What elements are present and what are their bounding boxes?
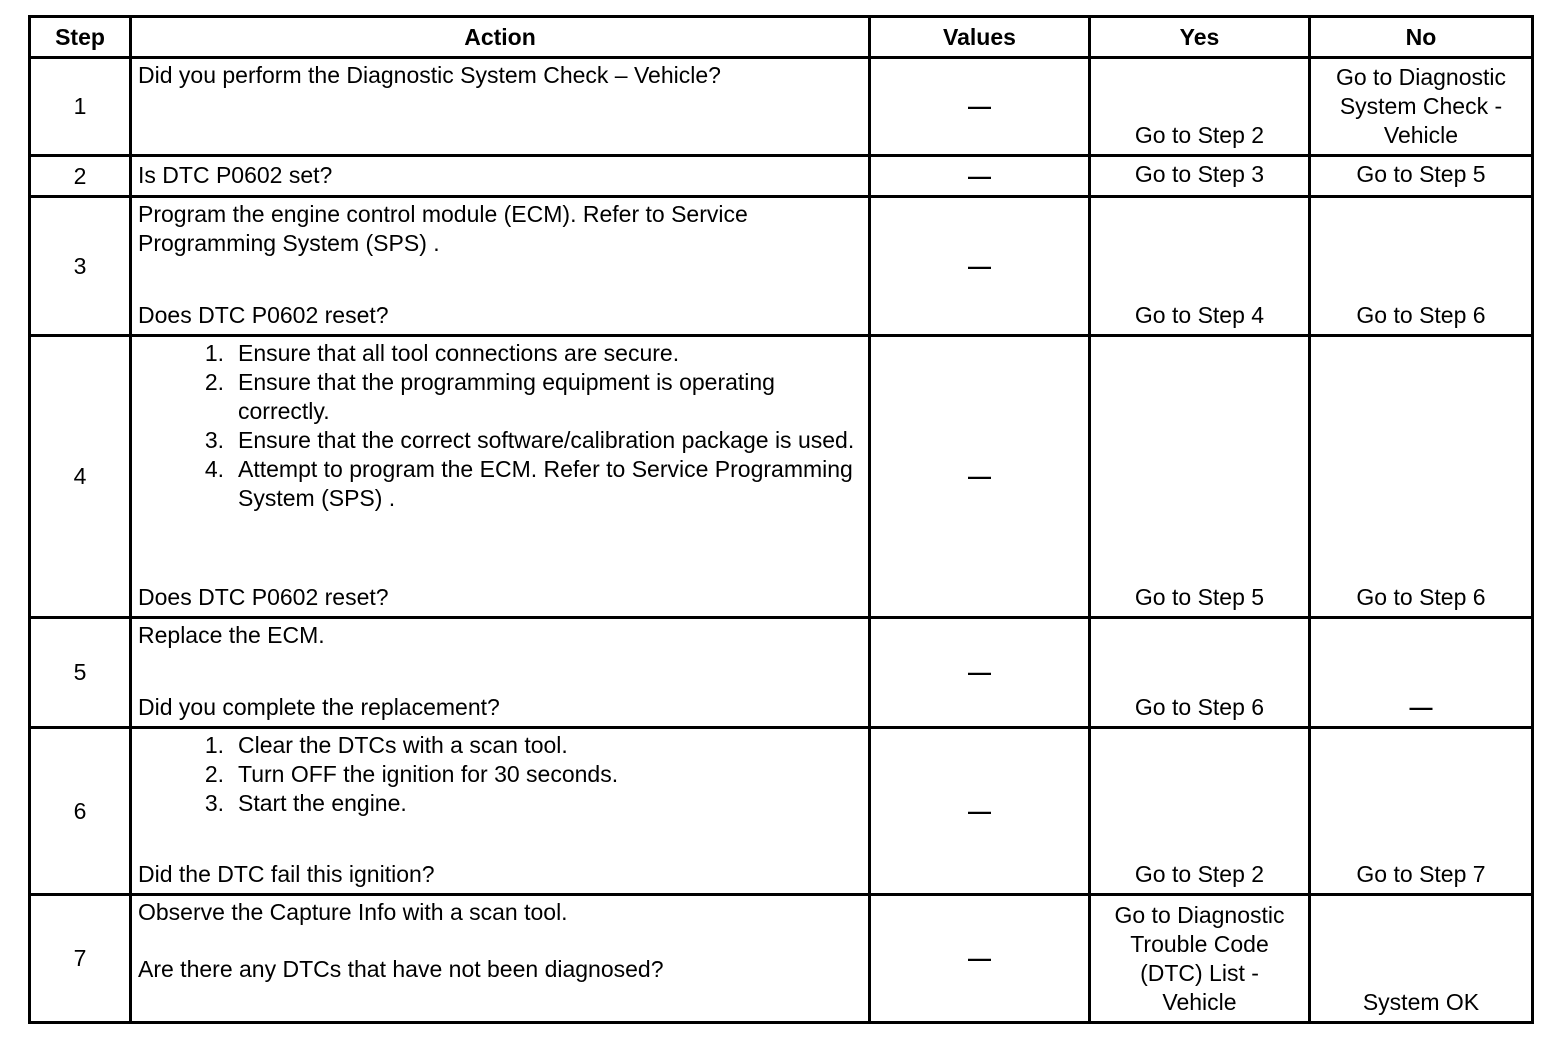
list-number: 2.: [204, 761, 224, 787]
header-yes: Yes: [1090, 17, 1310, 58]
action-cell: [131, 58, 870, 156]
list-number: 3.: [204, 790, 224, 816]
table-row: [30, 58, 1533, 156]
action-text: Did you perform the Diagnostic System Check – Vehicle?: [138, 62, 721, 88]
action-text: Is DTC P0602 set?: [138, 161, 333, 188]
yes-cell: Go to Step 6: [1090, 618, 1310, 728]
action-cell: [131, 336, 870, 618]
value-cell: —: [870, 336, 1090, 618]
list-text: Start the engine.: [238, 790, 407, 816]
value-cell: —: [870, 895, 1090, 1023]
table-row: [30, 618, 1533, 728]
list-text: Ensure that all tool connections are secure.: [238, 340, 680, 366]
no-cell: —: [1310, 618, 1533, 728]
header-step: Step: [30, 17, 131, 58]
no-cell: Go to Step 6: [1310, 197, 1533, 336]
header-no: No: [1310, 17, 1533, 58]
no-cell: Go to Step 7: [1310, 728, 1533, 895]
step-number: 3: [30, 197, 131, 336]
list-number: 2.: [204, 369, 224, 395]
value-cell: —: [870, 618, 1090, 728]
list-number: 3.: [204, 427, 224, 453]
list-text: Attempt to program the ECM. Refer to Service Programming System (SPS) .: [238, 456, 853, 511]
step-number: 4: [30, 336, 131, 618]
action-text: Replace the ECM.: [138, 622, 325, 648]
table-row: [30, 895, 1533, 1023]
table-row: [30, 197, 1533, 336]
list-number: 1.: [204, 732, 224, 758]
step-number: 5: [30, 618, 131, 728]
header-values: Values: [870, 17, 1090, 58]
step-number: 1: [30, 58, 131, 156]
action-question: Did you complete the replacement?: [138, 694, 500, 720]
action-question: Are there any DTCs that have not been diagnosed?: [138, 956, 664, 982]
no-cell: Go to Diagnostic System Check - Vehicle: [1310, 58, 1533, 156]
list-item: [188, 760, 862, 789]
diagnostic-table: [28, 15, 1534, 1024]
action-question: Did the DTC fail this ignition?: [138, 861, 435, 887]
value-cell: —: [870, 728, 1090, 895]
action-question: Does DTC P0602 reset?: [138, 584, 389, 610]
action-step-list: [138, 731, 862, 818]
action-cell: [131, 618, 870, 728]
value-cell: —: [870, 197, 1090, 336]
step-number: 6: [30, 728, 131, 895]
list-item: [188, 731, 862, 760]
action-question: Does DTC P0602 reset?: [138, 302, 389, 328]
list-item: [188, 455, 862, 513]
action-step-list: [138, 339, 862, 513]
list-item: [188, 339, 862, 368]
action-cell: [131, 197, 870, 336]
list-item: [188, 426, 862, 455]
list-number: 1.: [204, 340, 224, 366]
step-number: 7: [30, 895, 131, 1023]
list-item: [188, 789, 862, 818]
action-cell: [131, 728, 870, 895]
header-action: Action: [131, 17, 870, 58]
action-cell: [131, 156, 870, 197]
table-row: [30, 728, 1533, 895]
list-item: [188, 368, 862, 426]
action-text: Observe the Capture Info with a scan tool.: [138, 899, 568, 925]
value-cell: —: [870, 156, 1090, 197]
yes-cell: Go to Step 5: [1090, 336, 1310, 618]
header-row: [30, 17, 1533, 58]
yes-cell: Go to Step 2: [1090, 58, 1310, 156]
yes-cell: Go to Step 4: [1090, 197, 1310, 336]
no-cell: Go to Step 6: [1310, 336, 1533, 618]
table-row: [30, 156, 1533, 197]
list-text: Ensure that the programming equipment is operating correctly.: [238, 369, 775, 424]
list-number: 4.: [204, 456, 224, 482]
yes-cell: Go to Step 3: [1090, 156, 1310, 197]
action-cell: [131, 895, 870, 1023]
list-text: Turn OFF the ignition for 30 seconds.: [238, 761, 619, 787]
yes-cell: Go to Step 2: [1090, 728, 1310, 895]
value-cell: —: [870, 58, 1090, 156]
no-cell: Go to Step 5: [1310, 156, 1533, 197]
list-text: Clear the DTCs with a scan tool.: [238, 732, 568, 758]
action-text: Program the engine control module (ECM). Refer to Service Programming System (SPS) .: [138, 201, 748, 256]
yes-cell: Go to Diagnostic Trouble Code (DTC) List - Vehicle: [1090, 895, 1310, 1023]
step-number: 2: [30, 156, 131, 197]
table-row: [30, 336, 1533, 618]
list-text: Ensure that the correct software/calibration package is used.: [238, 427, 855, 453]
no-cell: System OK: [1310, 895, 1533, 1023]
